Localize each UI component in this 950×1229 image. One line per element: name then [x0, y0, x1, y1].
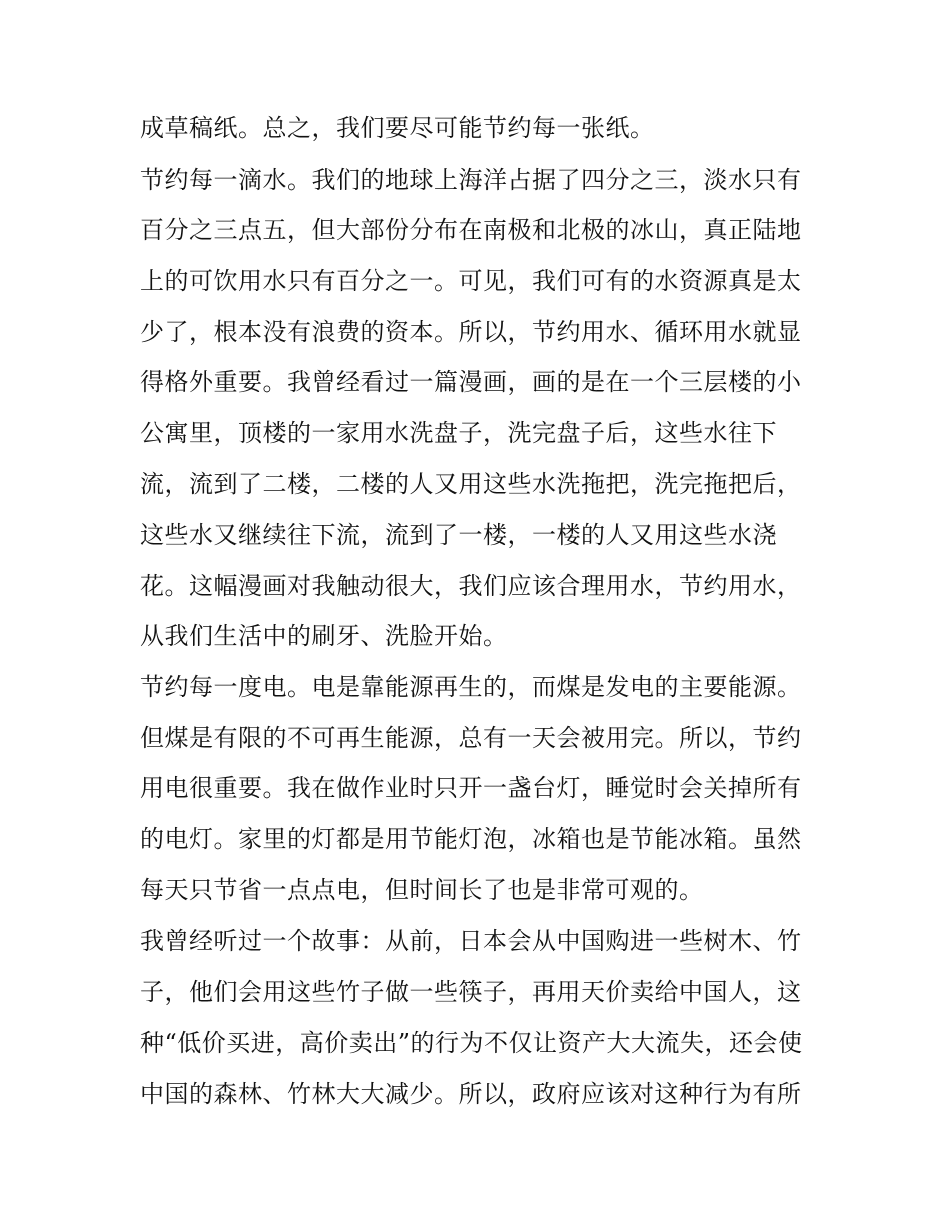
- text-line: 公寓里，顶楼的一家用水洗盘子，洗完盘子后，这些水往下: [140, 419, 777, 447]
- text-line: 子，他们会用这些竹子做一些筷子，再用天价卖给中国人，这: [140, 978, 802, 1006]
- text-line: 但煤是有限的不可再生能源，总有一天会被用完。所以，节约: [140, 724, 802, 752]
- text-line: 我曾经听过一个故事：从前，日本会从中国购进一些树木、竹: [140, 927, 802, 955]
- text-line: 花。这幅漫画对我触动很大，我们应该合理用水，节约用水，: [140, 572, 802, 600]
- text-line: 每天只节省一点点电，但时间长了也是非常可观的。: [140, 876, 704, 904]
- text-line: 中国的森林、竹林大大减少。所以，政府应该对这种行为有所: [140, 1080, 802, 1108]
- text-line: 少了，根本没有浪费的资本。所以，节约用水、循环用水就显: [140, 318, 802, 346]
- text-line: 用电很重要。我在做作业时只开一盏台灯，睡觉时会关掉所有: [140, 774, 802, 802]
- text-line: 这些水又继续往下流，流到了一楼，一楼的人又用这些水浇: [140, 521, 777, 549]
- text-line: 流，流到了二楼，二楼的人又用这些水洗拖把，洗完拖把后，: [140, 470, 802, 498]
- text-line: 节约每一滴水。我们的地球上海洋占据了四分之三，淡水只有: [140, 166, 802, 194]
- text-line: 的电灯。家里的灯都是用节能灯泡，冰箱也是节能冰箱。虽然: [140, 825, 802, 853]
- text-line: 种“低价买进，高价卖出”的行为不仅让资产大大流失，还会使: [140, 1029, 803, 1057]
- text-line: 节约每一度电。电是靠能源再生的，而煤是发电的主要能源。: [140, 673, 802, 701]
- text-line: 百分之三点五，但大部份分布在南极和北极的冰山，真正陆地: [140, 216, 802, 244]
- text-line: 得格外重要。我曾经看过一篇漫画，画的是在一个三层楼的小: [140, 368, 802, 396]
- text-line: 上的可饮用水只有百分之一。可见，我们可有的水资源真是太: [140, 267, 802, 295]
- text-line: 从我们生活中的刷牙、洗脸开始。: [140, 622, 508, 650]
- text-line: 成草稿纸。总之，我们要尽可能节约每一张纸。: [140, 114, 655, 142]
